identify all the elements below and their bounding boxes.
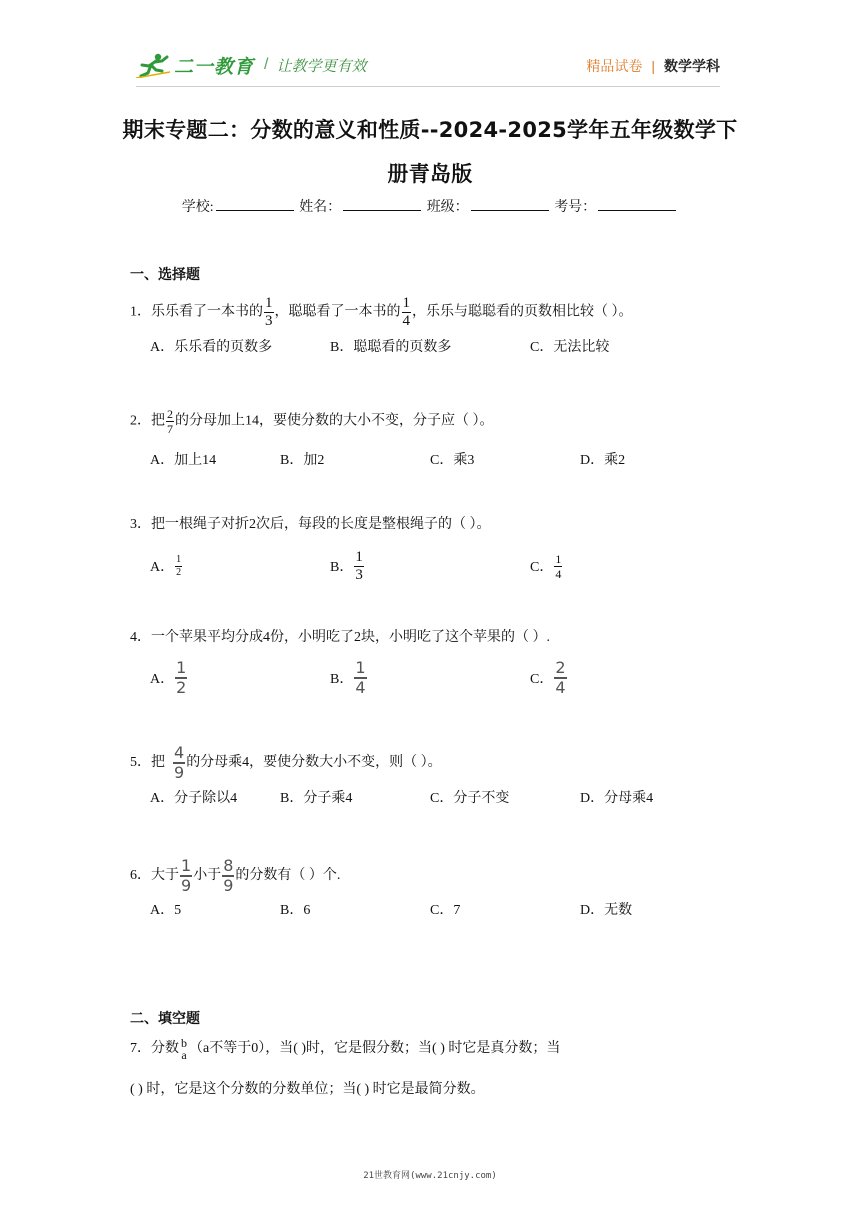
q3-label-b: B． (330, 560, 354, 575)
student-info-row (0, 196, 860, 216)
q7-denominator: a (181, 1048, 187, 1062)
page-title-line1: 期末专题二：分数的意义和性质--2024-2025学年五年级数学下 (122, 118, 738, 142)
q1-f2-numerator: 1 (402, 295, 410, 311)
q6-text-mid: 小于 (193, 868, 222, 884)
q5-option-a[interactable]: A．分子除以4 (150, 791, 238, 806)
q7-text-pre: 7．分数 (130, 1041, 179, 1057)
class-blank[interactable] (471, 199, 549, 211)
q6-f2-numerator: 8 (223, 856, 234, 875)
q1-fraction-1 (264, 296, 274, 329)
q1-text-pre: 1．乐乐看了一本书的 (130, 304, 263, 320)
q7-numerator: b (181, 1036, 187, 1050)
q5-text-pre: 5．把 (130, 755, 165, 771)
q3-c-denominator: 4 (555, 566, 562, 581)
subject-tag: 数学学科 (664, 58, 720, 74)
q6-f1-denominator: 9 (181, 876, 192, 895)
q3-b-numerator: 1 (355, 548, 363, 565)
q6-text-post: 的分数有（ ）个. (235, 868, 341, 884)
q1-text-post: ，乐乐与聪聪看的页数相比较（ ）。 (412, 304, 633, 320)
q1-f2-denominator: 4 (402, 313, 410, 329)
number-blank[interactable] (598, 199, 676, 211)
q4-label-a: A． (150, 672, 175, 687)
header-tags (586, 56, 720, 76)
q6-f2-denominator: 9 (223, 876, 234, 895)
q4-option-b[interactable] (330, 658, 368, 697)
section-fill-heading: 二、填空题 (130, 1011, 200, 1027)
q3-label-a: A． (150, 560, 175, 575)
q6-f1-numerator: 1 (181, 856, 192, 875)
q3-a-numerator: 1 (176, 553, 182, 565)
q1-option-c[interactable]: C．无法比较 (530, 340, 610, 355)
q4-a-denominator: 2 (176, 678, 187, 697)
q1-f1-denominator: 3 (265, 313, 273, 329)
q7-fraction (180, 1037, 188, 1061)
slogan: 让教学更有效 (276, 57, 367, 75)
logo-separator: / (264, 56, 269, 73)
q4-c-numerator: 2 (555, 658, 566, 677)
q5-option-d[interactable]: D．分母乘4 (580, 791, 654, 806)
q6-option-b[interactable]: B．6 (280, 903, 311, 918)
q3-fraction-a (175, 555, 182, 578)
question-2 (130, 408, 494, 435)
q6-option-a[interactable]: A．5 (150, 903, 182, 918)
q2-option-b[interactable]: B．加2 (280, 453, 325, 468)
q3-label-c: C． (530, 560, 554, 575)
q4-fraction-a (175, 660, 187, 696)
q5-text-post: 的分母乘4，要使分数大小不变，则（ ）。 (186, 755, 442, 771)
q4-label-b: B． (330, 672, 354, 687)
q5-fraction (173, 745, 185, 781)
q4-b-numerator: 1 (355, 658, 366, 677)
q4-option-c[interactable] (530, 658, 568, 697)
runner-logo-icon (136, 52, 170, 78)
q3-a-denominator: 2 (176, 566, 182, 578)
q5-denominator: 9 (174, 763, 185, 782)
question-3: 3．把一根绳子对折2次后，每段的长度是整根绳子的（ ）。 (130, 517, 491, 532)
name-label: 姓名： (299, 200, 342, 215)
q2-option-d[interactable]: D．乘2 (580, 453, 626, 468)
number-label: 考号： (554, 200, 597, 215)
q4-b-denominator: 4 (355, 678, 366, 697)
q5-numerator: 4 (174, 743, 185, 762)
q4-label-c: C． (530, 672, 554, 687)
page-footer: 21世教育网(www.21cnjy.com) (363, 1171, 497, 1181)
q6-option-c[interactable]: C．7 (430, 903, 461, 918)
q2-option-c[interactable]: C．乘3 (430, 453, 475, 468)
q4-fraction-b (354, 660, 366, 696)
q2-numerator: 2 (167, 407, 173, 421)
q2-text-post: 的分母加上14，要使分数的大小不变，分子应（ ）。 (175, 413, 494, 429)
q4-c-denominator: 4 (555, 678, 566, 697)
q4-option-a[interactable] (150, 658, 188, 697)
class-label: 班级： (426, 200, 469, 215)
school-blank[interactable] (216, 199, 294, 211)
question-7-line1 (130, 1037, 560, 1061)
question-5 (130, 745, 442, 781)
q1-option-a[interactable]: A．乐乐看的页数多 (150, 340, 273, 355)
question-6 (130, 858, 340, 894)
school-label: 学校: (181, 200, 214, 215)
q1-f1-numerator: 1 (265, 295, 273, 311)
q4-fraction-c (554, 660, 566, 696)
q3-b-denominator: 3 (355, 566, 363, 583)
page-title-line2: 册青岛版 (387, 162, 473, 186)
q2-text-pre: 2．把 (130, 413, 165, 429)
q3-option-b[interactable] (330, 548, 365, 583)
q6-fraction-1 (180, 858, 192, 894)
question-7-line2: ( ) 时，它是这个分数的分数单位；当( ) 时它是最简分数。 (130, 1082, 485, 1097)
q3-option-a[interactable] (150, 553, 183, 579)
question-1 (130, 296, 633, 329)
q6-fraction-2 (222, 858, 234, 894)
header-divider: | (651, 58, 655, 74)
header-rule (136, 86, 720, 87)
section-choice-heading: 一、选择题 (130, 267, 200, 283)
q2-fraction (166, 408, 174, 435)
q5-option-c[interactable]: C．分子不变 (430, 791, 510, 806)
q1-text-mid: ，聪聪看了一本书的 (274, 304, 401, 320)
question-4: 4．一个苹果平均分成4份，小明吃了2块，小明吃了这个苹果的（ ）. (130, 630, 550, 645)
page-header (136, 50, 720, 80)
q5-option-b[interactable]: B．分子乘4 (280, 791, 353, 806)
q6-option-d[interactable]: D．无数 (580, 903, 633, 918)
q1-option-b[interactable]: B．聪聪看的页数多 (330, 340, 452, 355)
q1-fraction-2 (402, 296, 412, 329)
q7-text-line1: （a不等于0），当( )时，它是假分数；当( ) 时它是真分数；当 (189, 1041, 561, 1057)
q3-fraction-b (354, 550, 364, 583)
q6-text-pre: 6．大于 (130, 868, 179, 884)
q2-denominator: 7 (167, 422, 173, 436)
quality-tag: 精品试卷 (586, 58, 643, 74)
q3-c-numerator: 1 (555, 551, 562, 566)
q4-a-numerator: 1 (176, 658, 187, 677)
logo-text: 二一教育 (174, 56, 255, 78)
q3-option-c[interactable] (530, 553, 563, 579)
q2-option-a[interactable]: A．加上14 (150, 453, 217, 468)
q3-fraction-c (554, 553, 562, 580)
logo (136, 50, 366, 80)
name-blank[interactable] (343, 199, 421, 211)
